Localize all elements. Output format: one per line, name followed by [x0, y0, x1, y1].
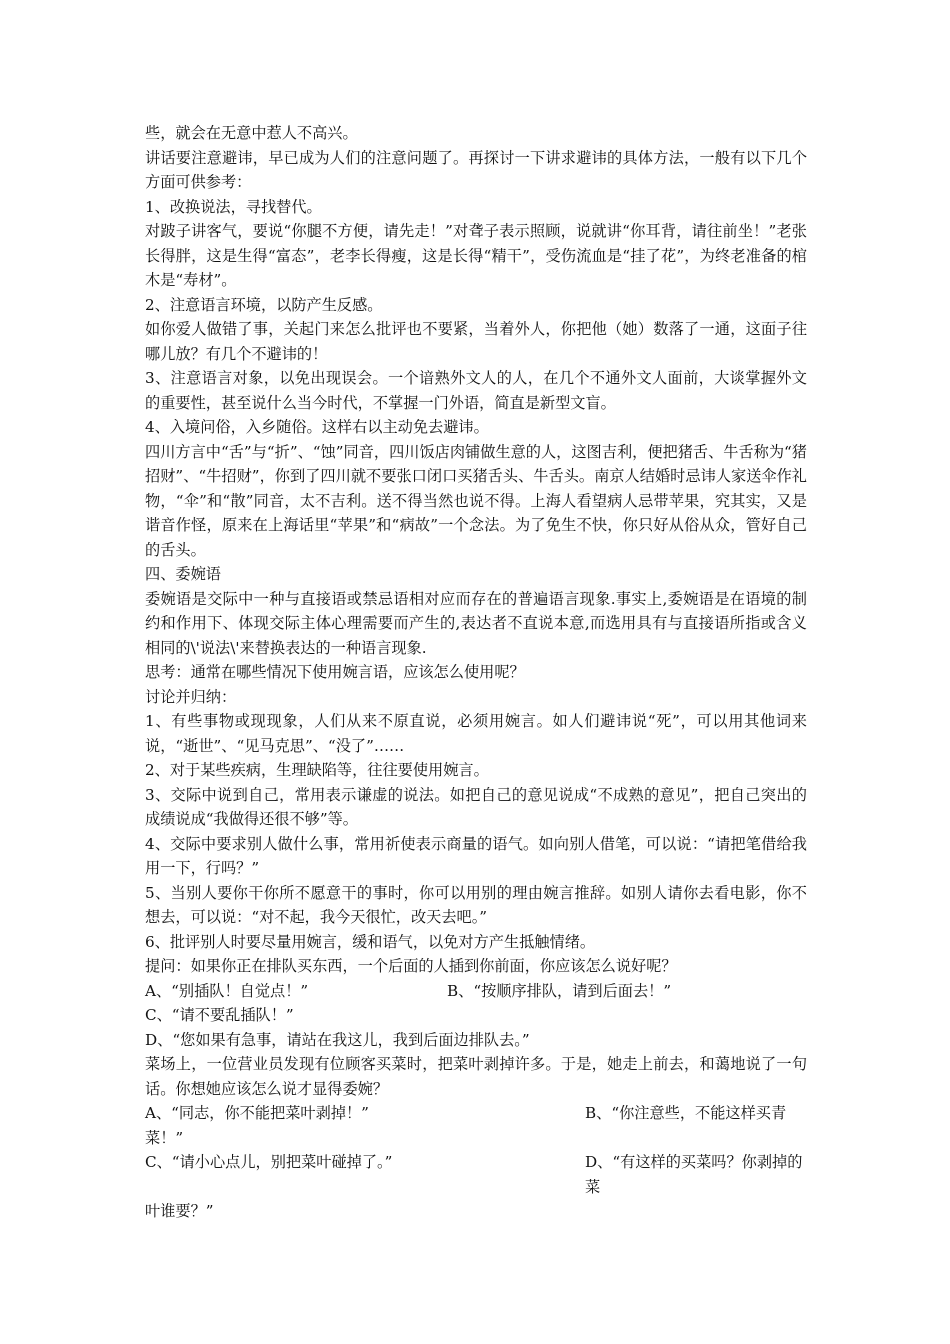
paragraph: 些，就会在无意中惹人不高兴。 — [145, 124, 358, 142]
list-item: 3、注意语言对象，以免出现误会。一个谙熟外文人的人，在几个不通外文人面前，大谈掌握外文的重要性，甚至说什么当今时代，不掌握一门外语，简直是新型文盲。 — [145, 369, 807, 412]
question-stem: 菜场上，一位营业员发现有位顾客买菜时，把菜叶剥掉许多。于是，她走上前去，和蔼地说了一句话。你想她应该怎么说才显得委婉？ — [145, 1055, 807, 1098]
paragraph: 思考：通常在哪些情况下使用婉言语，应该怎么使用呢？ — [145, 663, 525, 681]
list-item: 5、当别人要你干你所不愿意干的事时，你可以用别的理由婉言推辞。如别人请你去看电影，你不想去，可以说：“对不起，我今天很忙，改天去吧。” — [145, 883, 807, 926]
paragraph: 如你爱人做错了事，关起门来怎么批评也不要紧，当着外人，你把他（她）数落了一通，这面子往哪儿放？有几个不避讳的！ — [145, 320, 807, 363]
answer-option-a: A、“别插队！自觉点！” — [145, 981, 309, 1000]
answer-option-d: D、“您如果有急事，请站在我这儿，我到后面边排队去。” — [145, 1030, 530, 1049]
answer-row — [145, 1150, 807, 1199]
list-item: 1、改换说法，寻找替代。 — [145, 197, 322, 216]
answer-option-b-continued: 菜！” — [145, 1128, 184, 1147]
paragraph: 对跛子讲客气，要说“你腿不方便，请先走！”对聋子表示照顾，说就讲“你耳背，请往前坐！”老张长得胖，这是生得“富态”，老李长得瘦，这是长得“精干”，受伤流血是“挂了花”，为终老准备的棺木是“寿材”。 — [145, 222, 807, 289]
answer-row — [145, 979, 807, 1004]
list-item: 4、入境问俗，入乡随俗。这样右以主动免去避讳。 — [145, 418, 489, 436]
paragraph: 讨论并归纳： — [145, 687, 237, 706]
answer-option-d: D、“有这样的买菜吗？你剥掉的菜 — [585, 1153, 803, 1196]
paragraph: 讲话要注意避讳，早已成为人们的注意问题了。再探讨一下讲求避讳的具体方法，一般有以下几个方面可供参考： — [145, 148, 807, 191]
answer-row — [145, 1101, 807, 1126]
list-item: 2、注意语言环境，以防产生反感。 — [145, 295, 383, 314]
question-stem: 提问：如果你正在排队买东西，一个后面的人插到你前面，你应该怎么说好呢？ — [145, 957, 677, 975]
answer-option-c: C、“请不要乱插队！” — [145, 1006, 294, 1024]
answer-option-a: A、“同志，你不能把菜叶剥掉！” — [145, 1104, 369, 1122]
section-heading: 四、委婉语 — [145, 565, 221, 583]
answer-option-b: B、“你注意些，不能这样买青 — [585, 1104, 787, 1122]
paragraph: 委婉语是交际中一种与直接语或禁忌语相对应而存在的普遍语言现象.事实上,委婉语是在语境的制约和作用下、体现交际主体心理需要而产生的,表达者不直说本意,而选用具有与直接语所指或含义相同的\'说法\'来替换表达的一种语言现象. — [145, 589, 807, 657]
answer-option-c: C、“请小心点儿，别把菜叶碰掉了。” — [145, 1153, 393, 1171]
list-item: 3、交际中说到自己，常用表示谦虚的说法。如把自己的意见说成“不成熟的意见”，把自己突出的成绩说成“我做得还很不够”等。 — [145, 785, 807, 828]
answer-option-b: B、“按顺序排队，请到后面去！” — [447, 981, 672, 1000]
list-item: 2、对于某些疾病，生理缺陷等，往往要使用婉言。 — [145, 761, 489, 779]
answer-option-d-continued: 叶谁要？” — [145, 1202, 214, 1220]
list-item: 6、批评别人时要尽量用婉言，缓和语气，以免对方产生抵触情绪。 — [145, 932, 596, 951]
document-body — [145, 121, 807, 1224]
paragraph: 四川方言中“舌”与“折”、“蚀”同音，四川饭店肉铺做生意的人，这图吉利，便把猪舌、牛舌称为“猪招财”、“牛招财”，你到了四川就不要张口闭口买猪舌头、牛舌头。南京人结婚时忌讳人家送伞作礼物，“伞”和“散”同音，太不吉利。送不得当然也说不得。上海人看望病人忌带苹果，究其实，又是谐音作怪，原来在上海话里“苹果”和“病故”一个念法。为了免生不快，你只好从俗从众，管好自己的舌头。 — [145, 442, 807, 559]
list-item: 1、有些事物或现现象，人们从来不原直说，必须用婉言。如人们避讳说“死”，可以用其他词来说，“逝世”、“见马克思”、“没了”…… — [145, 712, 807, 755]
list-item: 4、交际中要求别人做什么事，常用祈使表示商量的语气。如向别人借笔，可以说：“请把笔借给我用一下，行吗？” — [145, 834, 807, 877]
